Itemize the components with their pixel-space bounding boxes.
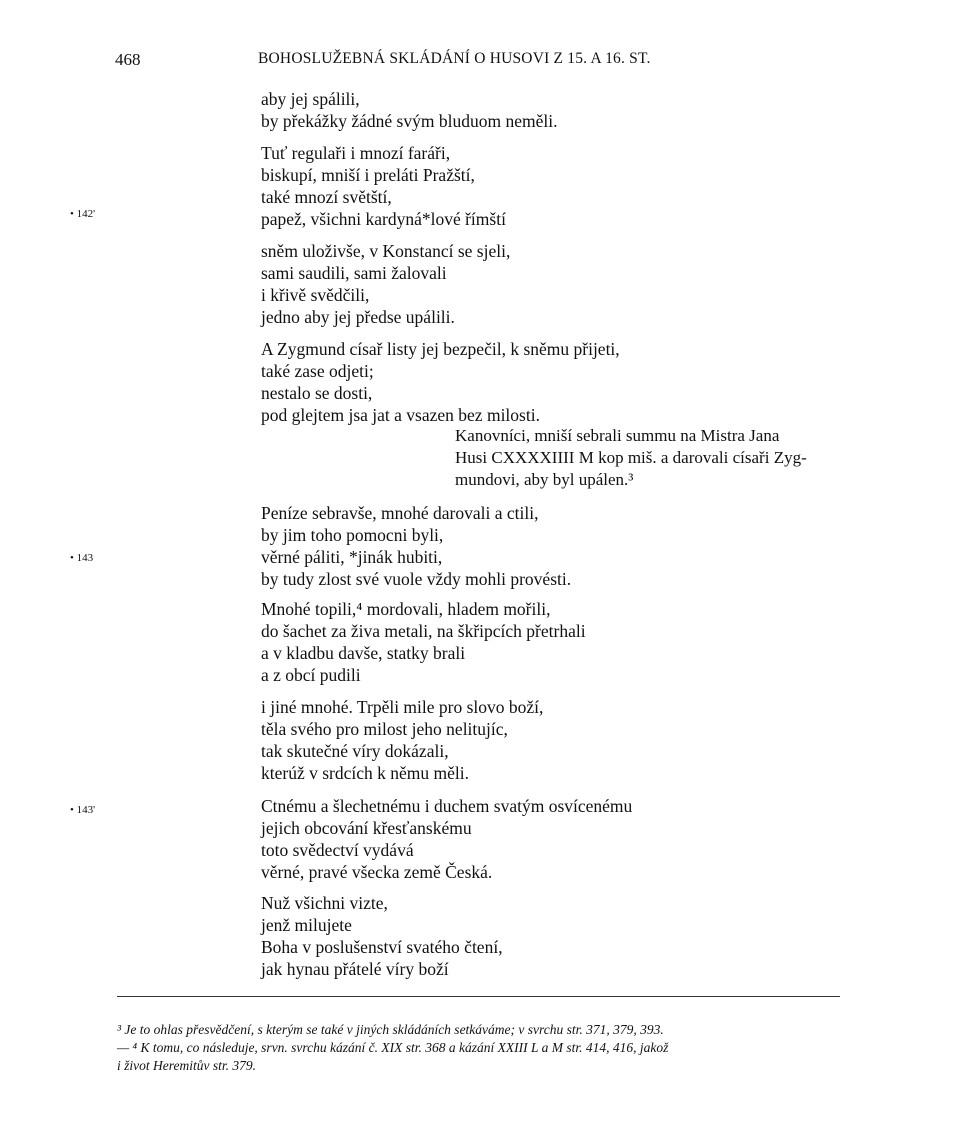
verse-line: do šachet za živa metali, na škřipcích přetrhali [261,621,586,641]
margin-note: • 143' [70,804,96,816]
margin-note: • 143 [70,552,94,564]
verse-line: kterúž v srdcích k němu měli. [261,763,469,783]
verse-line: věrné páliti, *jinák hubiti, [261,547,443,567]
verse-line: Boha v poslušenství svatého čtení, [261,937,503,957]
verse-line: i křivě svědčili, [261,285,370,305]
stanza [261,142,506,230]
margin-note: • 142' [70,208,96,220]
verse-line: Nuž všichni vizte, [261,893,388,913]
side-note-line: Kanovníci, mniší sebrali summu na Mistra Jana [455,426,780,445]
verse-line: těla svého pro milost jeho nelitujíc, [261,719,508,739]
footnote-divider [117,996,840,997]
verse-line: sněm uloživše, v Konstancí se sjeli, [261,241,511,261]
verse-line: Ctnému a šlechetnému i duchem svatým osvícenému [261,796,633,816]
verse-line: jak hynau přátelé víry boží [261,959,449,979]
side-note-line: Husi CXXXXIIII M kop miš. a darovali císaři Zyg- [455,448,807,467]
verse-line: sami saudili, sami žalovali [261,263,447,283]
running-title: BOHOSLUŽEBNÁ SKLÁDÁNÍ O HUSOVI Z 15. A 16. ST. [258,50,651,67]
verse-line: biskupí, mniší i preláti Pražští, [261,165,475,185]
stanza [261,240,510,328]
verse-line: a z obcí pudili [261,665,361,685]
stanza [261,696,543,784]
footnote-line: ³ Je to ohlas přesvědčení, s kterým se také v jiných skládáních setkáváme; v svrchu str. 371, 379, 393. [117,1022,664,1037]
verse-line: jenž milujete [261,915,352,935]
verse-line: Tuť regulaři i mnozí faráři, [261,143,451,163]
verse-line: věrné, pravé všecka země Česká. [261,862,493,882]
verse-line: Mnohé topili,⁴ mordovali, hladem mořili, [261,599,551,619]
verse-line: by tudy zlost své vuole vždy mohli provésti. [261,569,572,589]
stanza [261,795,632,883]
verse-line: aby jej spálili, [261,89,360,109]
stanza [261,502,571,590]
page-number: 468 [115,50,141,69]
side-note-line: mundovi, aby byl upálen.³ [455,470,634,489]
footnotes [117,1021,840,1075]
verse-line: a v kladbu davše, statky brali [261,643,466,663]
verse-line: jejich obcování křesťanskému [261,818,472,838]
verse-line: A Zygmund císař listy jej bezpečil, k sněmu přijeti, [261,339,620,359]
verse-line: i jiné mnohé. Trpěli mile pro slovo boží, [261,697,544,717]
stanza [261,598,586,686]
verse-line: pod glejtem jsa jat a vsazen bez milosti. [261,405,540,425]
verse-line: papež, všichni kardyná*lové římští [261,209,506,229]
stanza [261,88,557,132]
verse-line: toto svědectví vydává [261,840,414,860]
verse-line: by překážky žádné svým bluduom neměli. [261,111,558,131]
verse-line: také zase odjeti; [261,361,374,381]
footnote-line: i život Heremitův str. 379. [117,1058,256,1073]
verse-line: nestalo se dosti, [261,383,373,403]
verse-line: také mnozí světští, [261,187,392,207]
side-note [455,425,807,491]
verse-line: jedno aby jej předse upálili. [261,307,455,327]
footnote-line: — ⁴ K tomu, co následuje, srvn. svrchu kázání č. XIX str. 368 a kázání XXIII L a M str. 414, 416, jakož [117,1040,669,1055]
stanza [261,892,503,980]
stanza [261,338,620,426]
verse-line: by jim toho pomocni byli, [261,525,444,545]
verse-line: Peníze sebravše, mnohé darovali a ctili, [261,503,539,523]
verse-line: tak skutečné víry dokázali, [261,741,449,761]
